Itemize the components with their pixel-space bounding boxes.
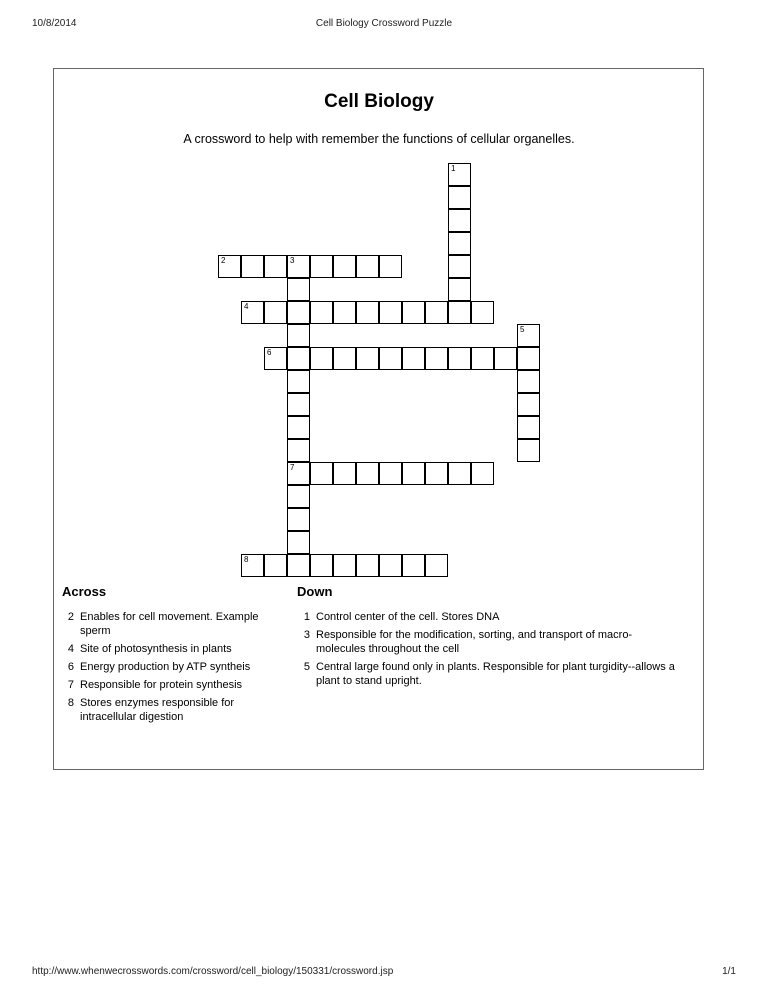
down-clue	[298, 610, 678, 624]
down-clue	[298, 628, 678, 656]
cell-clue-number: 8	[244, 555, 249, 564]
clue-number: 5	[303, 661, 310, 673]
print-page-title: Cell Biology Crossword Puzzle	[315, 18, 453, 29]
puzzle-title: Cell Biology	[324, 91, 434, 112]
clue-number: 8	[67, 697, 74, 709]
across-clue	[62, 642, 287, 656]
print-page-number: 1/1	[722, 966, 736, 977]
across-clue	[62, 696, 287, 724]
across-clue	[62, 678, 287, 692]
clue-number: 3	[303, 629, 310, 641]
cell-clue-number: 5	[520, 325, 525, 334]
clue-text: Enables for cell movement. Example sperm	[80, 611, 259, 637]
clue-text: Central large found only in plants. Responsible for plant turgidity--allows a plant to stand upright.	[316, 661, 675, 687]
clue-text: Responsible for protein synthesis	[80, 679, 243, 691]
across-clue-list	[62, 610, 287, 728]
clue-text: Responsible for the modification, sorting, and transport of macro-molecules throughout the cell	[316, 629, 633, 655]
clue-number: 7	[67, 679, 74, 691]
down-clue-list	[298, 610, 678, 692]
down-clue	[298, 660, 678, 688]
cell-clue-number: 4	[244, 302, 249, 311]
clue-number: 4	[67, 643, 74, 655]
clue-text: Site of photosynthesis in plants	[80, 643, 232, 655]
across-heading: Across	[62, 584, 107, 599]
clue-number: 2	[67, 611, 74, 623]
clue-text: Energy production by ATP syntheis	[80, 661, 251, 673]
cell-clue-number: 2	[221, 256, 226, 265]
clue-text: Control center of the cell. Stores DNA	[316, 611, 500, 623]
cell-clue-number: 7	[290, 463, 295, 472]
puzzle-subtitle: A crossword to help with remember the functions of cellular organelles.	[183, 132, 575, 146]
cell-clue-number: 1	[451, 164, 456, 173]
print-date: 10/8/2014	[32, 18, 77, 29]
print-url: http://www.whenwecrosswords.com/crossword/cell_biology/150331/crossword.jsp	[32, 966, 394, 977]
clue-number: 1	[303, 611, 310, 623]
across-clue	[62, 660, 287, 674]
down-heading: Down	[297, 584, 333, 599]
clue-text: Stores enzymes responsible for intracellular digestion	[80, 697, 235, 723]
across-clue	[62, 610, 287, 638]
clue-number: 6	[67, 661, 74, 673]
cell-clue-number: 6	[267, 348, 272, 357]
cell-clue-number: 3	[290, 256, 295, 265]
